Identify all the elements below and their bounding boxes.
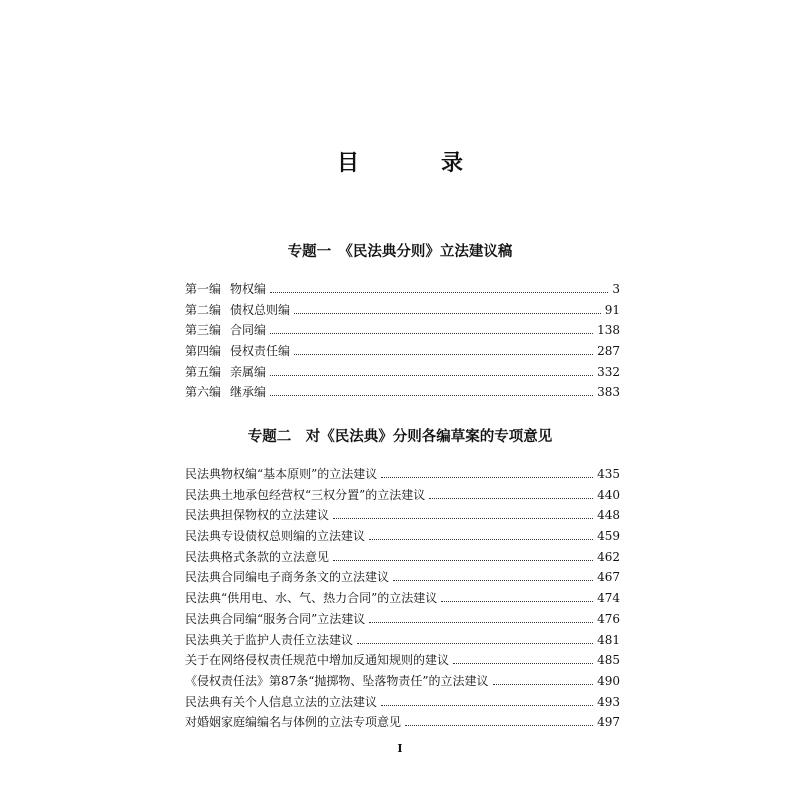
toc-entry-title: 民法典“供用电、水、气、热力合同”的立法建议 <box>185 591 438 606</box>
toc-page-number: 485 <box>597 653 620 668</box>
toc-part-label: 第三编 <box>185 323 222 338</box>
toc-entry[interactable] <box>185 300 620 321</box>
toc-page-number: 467 <box>597 570 620 585</box>
toc-page-number: 481 <box>597 632 620 647</box>
toc-entry-title: 对婚姻家庭编编名与体例的立法专项意见 <box>185 715 402 730</box>
toc-entry[interactable] <box>185 567 620 588</box>
toc-entry-title: 侵权责任编 <box>230 344 291 359</box>
toc-list-section-2 <box>185 464 620 733</box>
toc-entry-title: 民法典专设债权总则编的立法建议 <box>185 529 366 544</box>
toc-entry-title: 继承编 <box>230 385 267 400</box>
toc-page-number: 435 <box>597 467 620 481</box>
toc-page-number: 462 <box>597 549 620 564</box>
toc-entry[interactable] <box>185 609 620 630</box>
toc-entry[interactable] <box>185 279 620 300</box>
toc-entry[interactable] <box>185 464 620 485</box>
toc-page-number: 332 <box>597 364 620 379</box>
dot-leader <box>333 518 593 519</box>
toc-entry-title: 民法典格式条款的立法意见 <box>185 549 330 564</box>
dot-leader <box>270 375 593 376</box>
toc-page-number: 474 <box>597 591 620 606</box>
dot-leader <box>357 643 593 644</box>
toc-entry-title: 债权总则编 <box>230 302 291 317</box>
toc-part-label: 第六编 <box>185 385 222 400</box>
toc-page-number: 493 <box>597 694 620 709</box>
toc-entry[interactable] <box>185 692 620 713</box>
page-title: 目 录 <box>336 151 493 176</box>
dot-leader <box>493 684 594 685</box>
toc-entry-title: 民法典有关个人信息立法的立法建议 <box>185 694 378 709</box>
toc-entry-title: 民法典物权编“基本原则”的立法建议 <box>185 467 378 481</box>
toc-entry[interactable] <box>185 485 620 506</box>
toc-entry[interactable] <box>185 505 620 526</box>
dot-leader <box>441 601 593 602</box>
toc-entry[interactable] <box>185 671 620 692</box>
toc-entry-title: 民法典担保物权的立法建议 <box>185 508 330 523</box>
section-heading-2: 专题二 对《民法典》分则各编草案的专项意见 <box>247 429 553 445</box>
dot-leader <box>393 580 593 581</box>
toc-entry-title: 关于在网络侵权责任规范中增加反通知规则的建议 <box>185 653 450 668</box>
page-folio: I <box>397 742 403 755</box>
toc-page-number: 497 <box>597 715 620 730</box>
dot-leader <box>405 725 593 726</box>
toc-entry[interactable] <box>185 588 620 609</box>
toc-page-number: 476 <box>597 611 620 626</box>
dot-leader <box>381 477 593 478</box>
toc-entry-title: 《侵权责任法》第87条“抛掷物、坠落物责任”的立法建议 <box>185 673 489 688</box>
toc-entry-title: 合同编 <box>230 323 267 338</box>
toc-page-number: 91 <box>604 302 620 317</box>
section-heading-1: 专题一 《民法典分则》立法建议稿 <box>287 244 513 260</box>
toc-part-label: 第二编 <box>185 302 222 317</box>
toc-entry[interactable] <box>185 341 620 362</box>
toc-part-label: 第四编 <box>185 344 222 359</box>
toc-page-number: 490 <box>597 673 620 688</box>
dot-leader <box>429 498 593 499</box>
dot-leader <box>294 354 593 355</box>
toc-entry-title: 民法典合同编“服务合同”立法建议 <box>185 611 366 626</box>
toc-part-label: 第一编 <box>185 282 222 296</box>
toc-entry[interactable] <box>185 362 620 383</box>
toc-page-number: 138 <box>597 323 620 338</box>
dot-leader <box>270 333 593 334</box>
toc-entry-title: 亲属编 <box>230 364 267 379</box>
toc-entry[interactable] <box>185 712 620 733</box>
toc-entry[interactable] <box>185 650 620 671</box>
toc-entry-title: 物权编 <box>230 282 267 296</box>
toc-part-label: 第五编 <box>185 364 222 379</box>
toc-entry-title: 民法典土地承包经营权“三权分置”的立法建议 <box>185 487 426 502</box>
dot-leader <box>270 292 608 293</box>
toc-list-section-1 <box>185 279 620 403</box>
toc-entry[interactable] <box>185 630 620 651</box>
dot-leader <box>369 622 593 623</box>
toc-page-number: 287 <box>597 344 620 359</box>
toc-page-number: 3 <box>612 282 620 296</box>
toc-entry[interactable] <box>185 547 620 568</box>
dot-leader <box>369 539 593 540</box>
toc-page-number: 459 <box>597 529 620 544</box>
toc-page-number: 440 <box>597 487 620 502</box>
toc-entry-title: 民法典关于监护人责任立法建议 <box>185 632 354 647</box>
dot-leader <box>270 395 593 396</box>
toc-entry[interactable] <box>185 382 620 403</box>
toc-page-number: 448 <box>597 508 620 523</box>
dot-leader <box>294 313 601 314</box>
dot-leader <box>333 560 593 561</box>
toc-entry[interactable] <box>185 320 620 341</box>
toc-entry-title: 民法典合同编电子商务条文的立法建议 <box>185 570 390 585</box>
dot-leader <box>453 663 593 664</box>
toc-entry[interactable] <box>185 526 620 547</box>
dot-leader <box>381 705 593 706</box>
toc-page-number: 383 <box>597 385 620 400</box>
